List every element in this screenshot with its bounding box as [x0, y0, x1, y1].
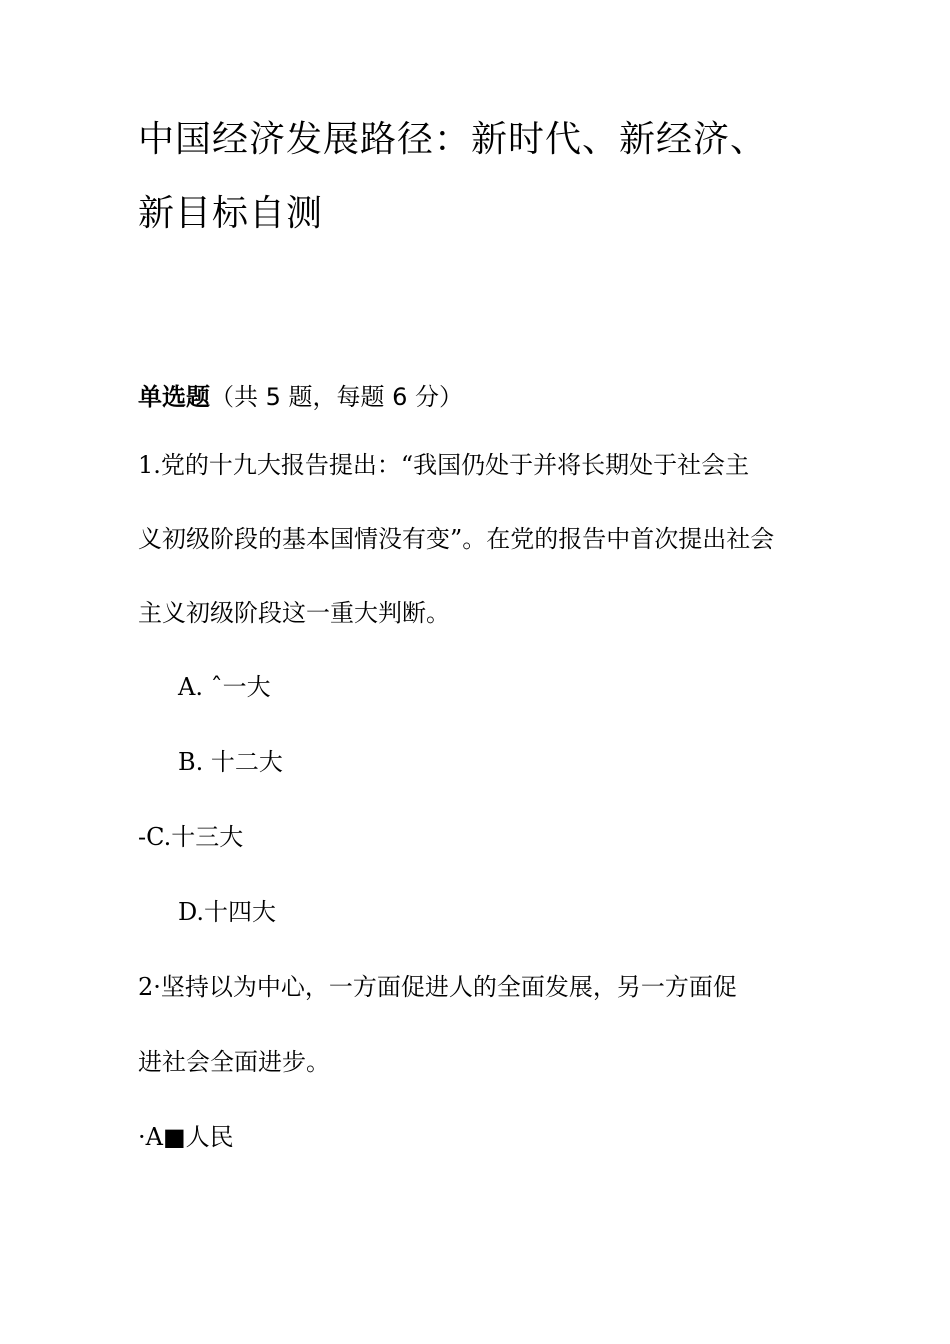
document-title-line-2: 新目标自测	[138, 193, 324, 234]
document-title-line-1: 中国经济发展路径：新时代、新经济、	[138, 119, 768, 160]
question-1-option-b: B. 十二大	[178, 748, 283, 776]
question-1-option-c: -C.十三大	[138, 823, 244, 851]
question-1-line-3: 主义初级阶段这一重大判断。	[138, 599, 450, 627]
question-2-line-1: 2·坚持以为中心，一方面促进人的全面发展，另一方面促	[138, 973, 737, 1001]
question-2-line-2: 进社会全面进步。	[138, 1048, 330, 1076]
question-1-line-1: 1.党的十九大报告提出：“我国仍处于并将长期处于社会主	[138, 451, 750, 479]
question-1-line-2: 义初级阶段的基本国情没有变”。在党的报告中首次提出社会	[138, 525, 775, 553]
question-1-option-d: D.十四大	[178, 898, 277, 926]
section-heading-detail: （共 5 题，每题 6 分）	[210, 383, 464, 411]
section-heading	[138, 380, 463, 414]
question-2-option-a: ·A■人民	[138, 1123, 234, 1151]
question-1-option-a: A. ˆ一大	[178, 673, 271, 701]
section-heading-label: 单选题	[138, 383, 210, 411]
